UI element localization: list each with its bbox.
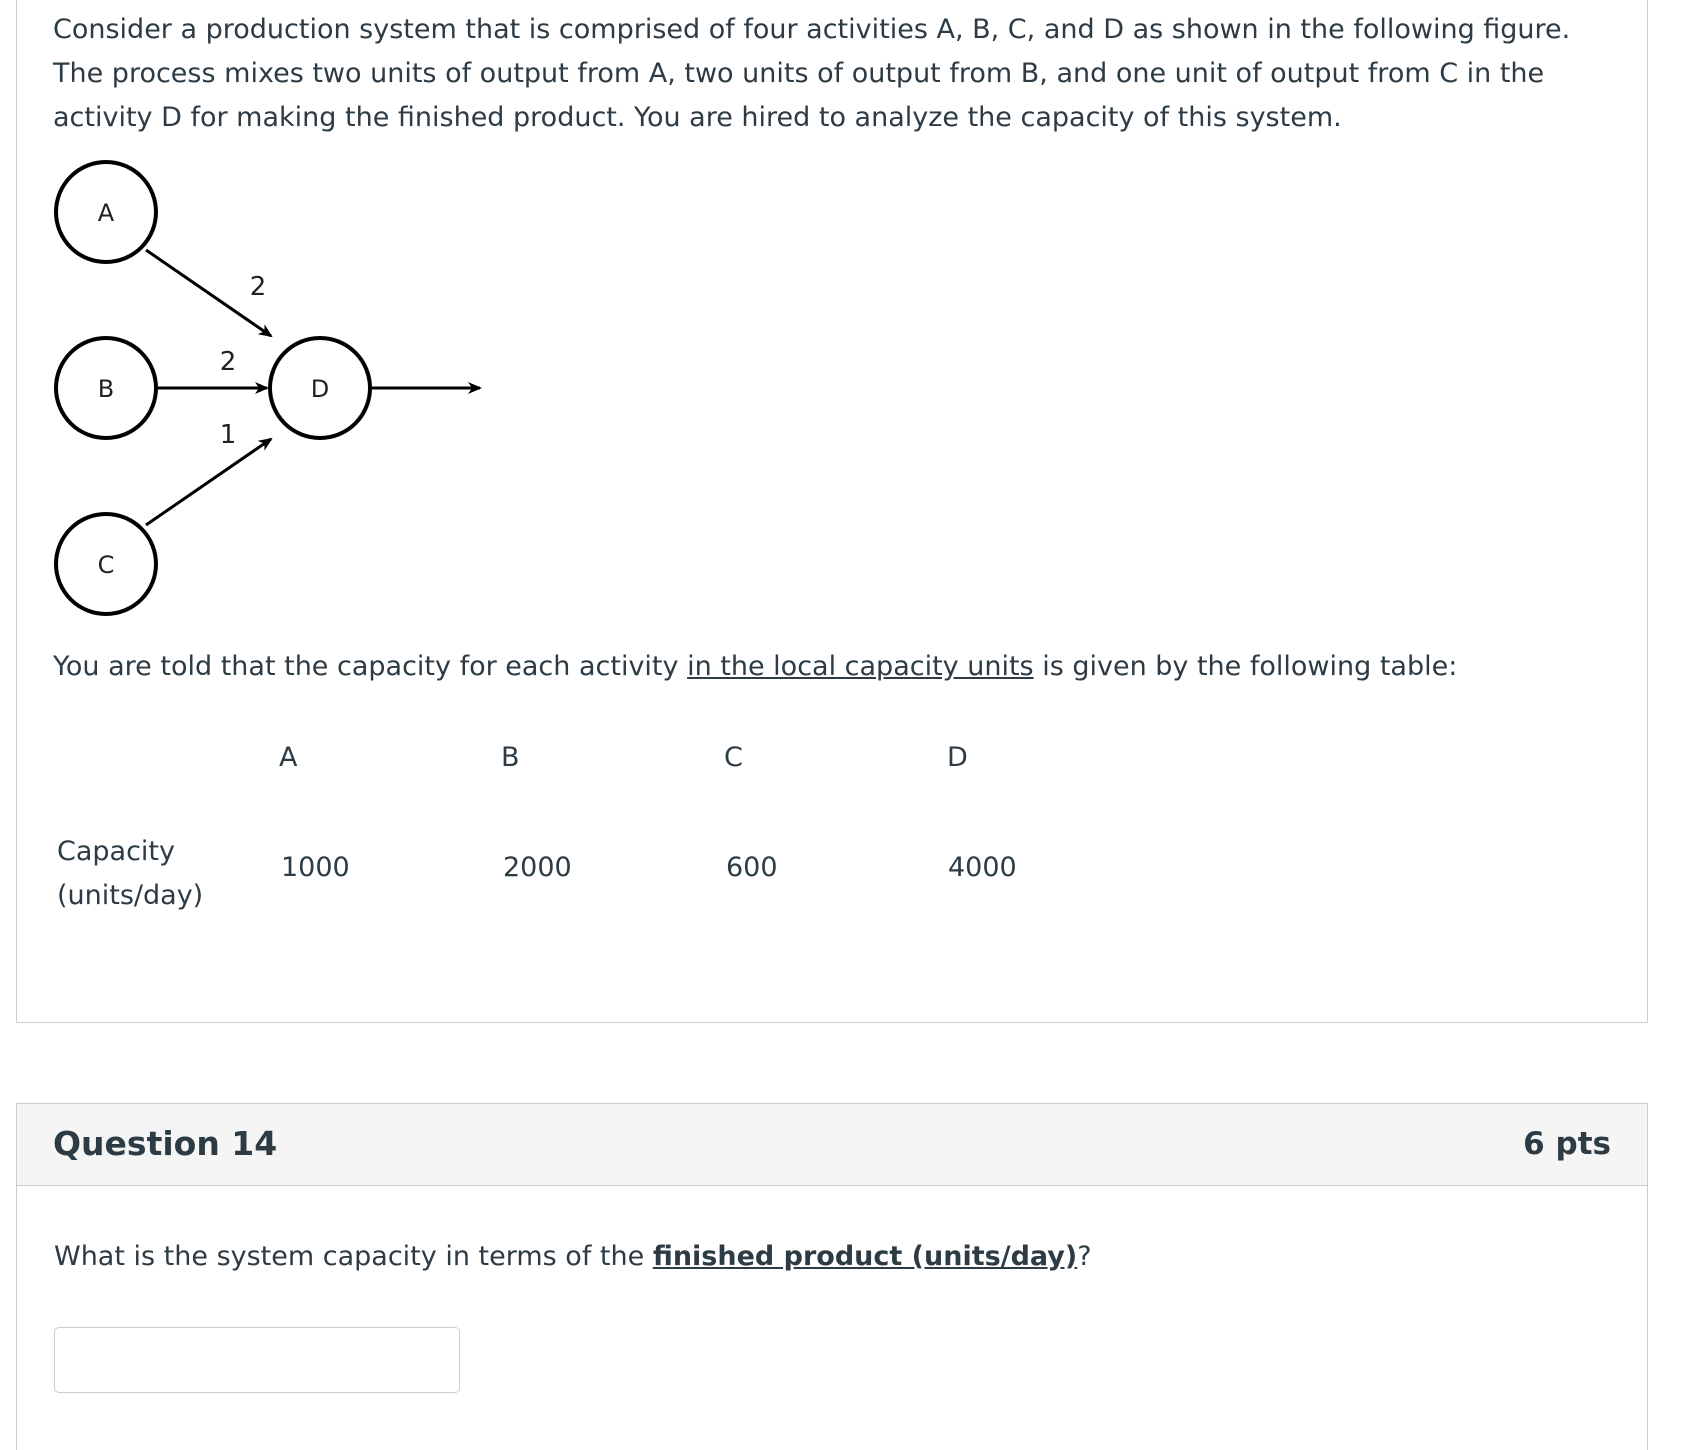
capacity-intro-before: You are told that the capacity for each activity <box>53 651 688 682</box>
table-value-b: 2000 <box>503 852 572 883</box>
table-row-label-line2: (units/day) <box>57 880 204 911</box>
edge-label-b-to-d: 2 <box>219 347 237 377</box>
table-header-c: C <box>724 742 743 773</box>
table-header-a: A <box>279 742 298 773</box>
question-points: 6 pts <box>1523 1126 1611 1162</box>
table-row-label <box>57 830 257 918</box>
question-body <box>16 1185 1648 1450</box>
answer-input[interactable] <box>54 1327 460 1393</box>
question-header <box>16 1103 1648 1186</box>
node-c <box>56 514 156 614</box>
question-text-after: ? <box>1077 1241 1092 1272</box>
question-text-before: What is the system capacity in terms of the <box>54 1241 653 1272</box>
edge-label-a-to-d: 2 <box>249 272 267 302</box>
node-d-label: D <box>310 375 330 403</box>
question-title: Question 14 <box>53 1124 278 1163</box>
table-value-c: 600 <box>726 852 778 883</box>
table-header-b: B <box>501 742 520 773</box>
edge-c-to-d <box>146 439 271 525</box>
capacity-intro-after: is given by the following table: <box>1033 651 1458 682</box>
capacity-intro-text <box>53 645 1457 689</box>
question-intro-text: Consider a production system that is comprised of four activities A, B, C, and D as shown in the following figure. The process mixes two units of output from A, two units of output from B, and one unit of output from C in the activity D for making the finished product. You are hired to analyze the capacity of this system. <box>53 14 1571 133</box>
edge-label-c-to-d: 1 <box>219 420 237 450</box>
node-b-label: B <box>97 375 115 403</box>
table-value-d: 4000 <box>948 852 1017 883</box>
node-d <box>270 338 370 438</box>
node-c-label: C <box>97 551 115 579</box>
table-header-d: D <box>947 742 968 773</box>
question-text <box>54 1237 1092 1277</box>
node-b <box>56 338 156 438</box>
node-a-label: A <box>97 199 115 227</box>
capacity-intro-underlined: in the local capacity units <box>687 651 1034 682</box>
table-value-a: 1000 <box>281 852 350 883</box>
node-a <box>56 162 156 262</box>
table-row-label-line1: Capacity <box>57 836 175 867</box>
question-text-bold: finished product (units/day) <box>652 1241 1078 1272</box>
process-flow-diagram <box>40 150 500 630</box>
